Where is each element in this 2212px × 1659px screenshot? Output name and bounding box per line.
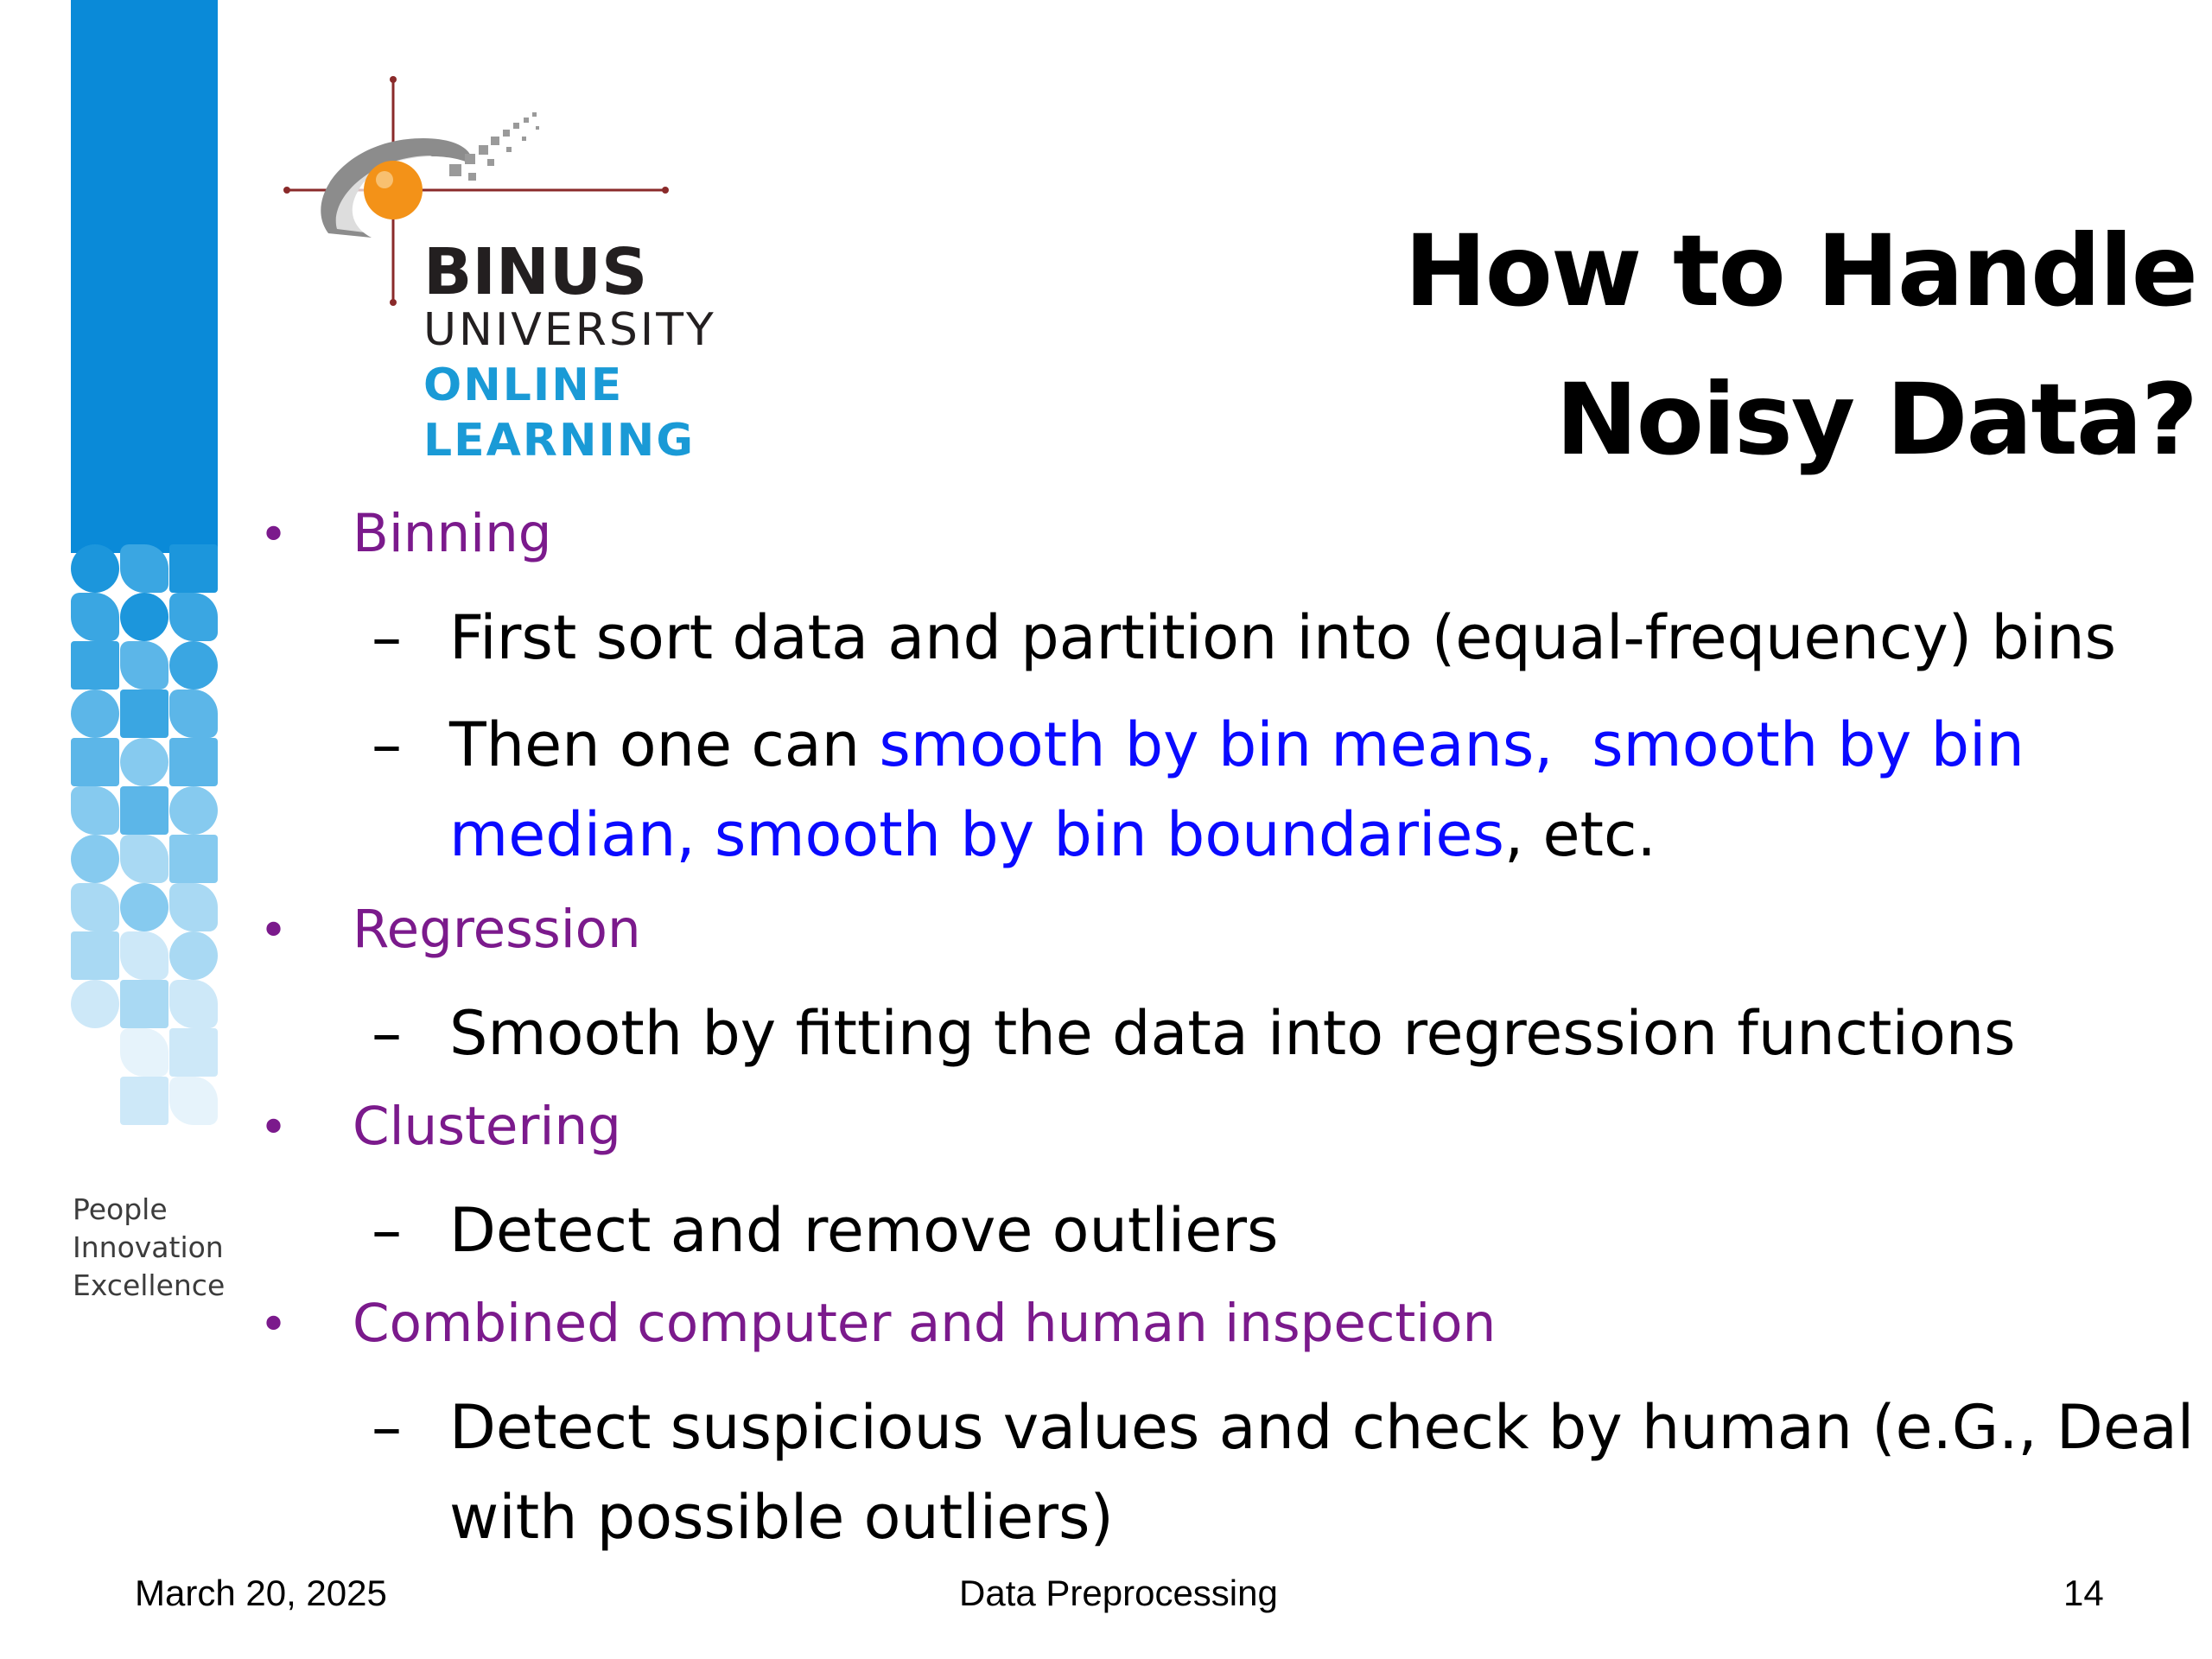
bullet-regression <box>259 899 641 960</box>
tagline-line: People <box>73 1192 168 1226</box>
sidebar-tile <box>169 690 218 738</box>
bullet-binning <box>259 503 551 564</box>
sidebar-tile <box>120 1028 168 1077</box>
sub-item <box>372 1382 2195 1562</box>
sidebar-tile <box>71 980 119 1028</box>
sidebar-tile <box>169 738 218 786</box>
dash-marker: – <box>372 709 402 780</box>
sidebar-tile <box>169 931 218 980</box>
slide-title <box>1160 197 2196 494</box>
sidebar-tile <box>71 786 119 835</box>
sidebar-tile <box>120 835 168 883</box>
logo-subtitle-online: ONLINE <box>423 359 624 411</box>
sidebar-tile <box>120 544 168 593</box>
sidebar-tile <box>71 593 119 641</box>
sidebar-tile <box>169 593 218 641</box>
sidebar-tile <box>169 786 218 835</box>
bullet-label: Binning <box>353 503 552 564</box>
slide-title-line-1: How to Handle <box>1404 213 2196 328</box>
dash-marker: – <box>372 602 402 673</box>
sidebar-tile <box>120 931 168 980</box>
sub-item <box>372 988 2195 1078</box>
sidebar-tile <box>169 835 218 883</box>
logo-subtitle-learning: LEARNING <box>423 415 696 467</box>
sub-item <box>372 593 2195 683</box>
logo-subtitle-university: UNIVERSITY <box>423 304 716 356</box>
text-plain: Then one can <box>449 709 880 780</box>
bullet-label: Combined computer and human inspection <box>353 1293 1497 1354</box>
tagline-line: Innovation <box>73 1230 224 1264</box>
tagline <box>73 1191 225 1305</box>
sub-item <box>372 700 2195 880</box>
footer-page-number: 14 <box>2063 1573 2104 1613</box>
dash-marker: – <box>372 1195 402 1266</box>
sidebar-decoration <box>71 0 218 1141</box>
sub-item-text: Detect and remove outliers <box>449 1195 1279 1266</box>
sidebar-tile <box>120 690 168 738</box>
sub-item-text: Smooth by fitting the data into regression functions <box>449 998 2016 1069</box>
sidebar-tile <box>120 980 168 1028</box>
sidebar-tile <box>71 883 119 931</box>
text-highlight: smooth by bin median, smooth by bin boundaries <box>449 709 2024 870</box>
dash-marker: – <box>372 998 402 1069</box>
bullet-label: Clustering <box>353 1096 621 1157</box>
sidebar-tile <box>120 786 168 835</box>
text-highlight: smooth by bin means, <box>879 709 1554 780</box>
sub-item-text: Detect suspicious values and check by human (e.G., Deal with possible outliers) <box>449 1392 2195 1553</box>
footer-date: March 20, 2025 <box>135 1573 387 1613</box>
sidebar-tile <box>120 883 168 931</box>
bullet-clustering <box>259 1096 621 1157</box>
sub-item <box>372 1185 2195 1275</box>
sidebar-tile <box>169 1077 218 1125</box>
sidebar-tile <box>71 931 119 980</box>
sidebar-tile <box>169 980 218 1028</box>
logo-title: BINUS <box>423 235 648 309</box>
tagline-line: Excellence <box>73 1268 226 1302</box>
sidebar-tile <box>120 641 168 690</box>
slide-title-line-2: Noisy Data? <box>1555 362 2196 477</box>
bullet-marker: • <box>259 1297 289 1353</box>
sub-item-text <box>449 700 2195 880</box>
bullet-marker: • <box>259 1100 289 1156</box>
sidebar-tile <box>169 641 218 690</box>
sidebar-tile <box>71 544 119 593</box>
sidebar-tile <box>120 1077 168 1125</box>
text-plain: , etc. <box>1503 799 1656 870</box>
bullet-marker: • <box>259 903 289 959</box>
bullet-marker: • <box>259 507 289 563</box>
footer-topic: Data Preprocessing <box>959 1573 1278 1613</box>
sidebar-tile <box>71 690 119 738</box>
bullet-combined-inspection <box>259 1293 1496 1354</box>
sidebar-tile <box>169 544 218 593</box>
sidebar-tile <box>120 738 168 786</box>
sidebar-tile <box>120 593 168 641</box>
sidebar-tile <box>169 883 218 931</box>
dash-marker: – <box>372 1392 402 1463</box>
sidebar-tile <box>71 738 119 786</box>
bullet-label: Regression <box>353 899 641 960</box>
sidebar-tile <box>169 1028 218 1077</box>
sidebar-tile <box>71 835 119 883</box>
sub-item-text: First sort data and partition into (equal-frequency) bins <box>449 602 2117 673</box>
sidebar-tile <box>71 641 119 690</box>
